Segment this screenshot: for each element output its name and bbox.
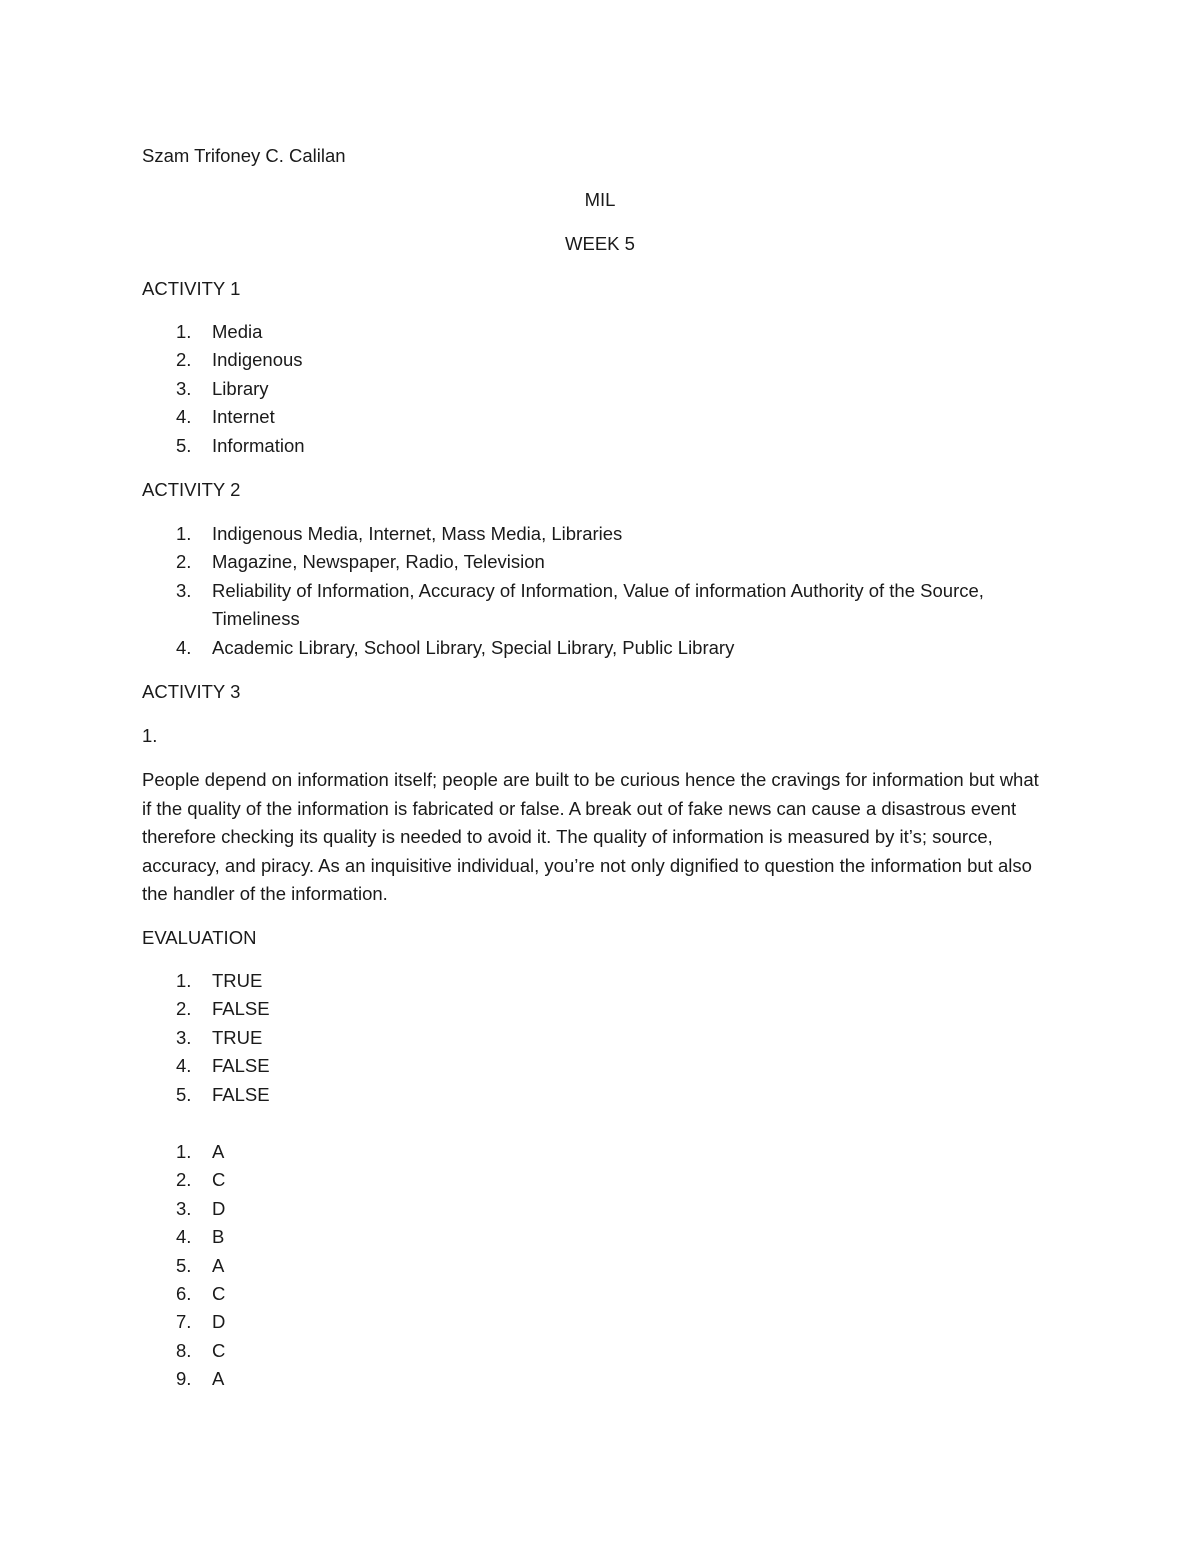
list-number: 5. bbox=[176, 1083, 192, 1105]
list-item bbox=[142, 1024, 270, 1052]
list-number: 2. bbox=[176, 349, 192, 371]
list-item bbox=[142, 520, 1062, 548]
list-item-text: A bbox=[212, 1141, 225, 1162]
subject-title: MIL bbox=[584, 189, 616, 210]
list-item-text: C bbox=[212, 1339, 226, 1361]
list-item bbox=[142, 1365, 225, 1393]
list-number: 4. bbox=[176, 1226, 192, 1248]
list-number: 1. bbox=[176, 523, 192, 544]
list-number: 7. bbox=[176, 1311, 192, 1333]
activity3-item-number: 1. bbox=[142, 725, 158, 746]
true-false-list bbox=[142, 967, 270, 1109]
list-item bbox=[142, 1138, 225, 1166]
list-item-text: C bbox=[212, 1169, 226, 1191]
list-item-text: TRUE bbox=[212, 1026, 263, 1048]
list-item-text: Academic Library, School Library, Special Library, Public Library bbox=[212, 636, 735, 658]
activity2-list bbox=[142, 520, 1062, 662]
list-item-text: Magazine, Newspaper, Radio, Television bbox=[212, 551, 545, 573]
list-item bbox=[142, 1195, 225, 1223]
list-item-text: Internet bbox=[212, 406, 275, 428]
list-number: 5. bbox=[176, 434, 192, 456]
list-item-text: Information bbox=[212, 434, 305, 456]
week-title: WEEK 5 bbox=[565, 233, 635, 254]
list-number: 2. bbox=[176, 998, 192, 1020]
list-item bbox=[142, 1308, 225, 1336]
list-item-text: D bbox=[212, 1197, 226, 1219]
list-item-text: FALSE bbox=[212, 1083, 270, 1105]
list-number: 6. bbox=[176, 1283, 192, 1305]
list-item-text: Media bbox=[212, 321, 263, 342]
activity3-heading: ACTIVITY 3 bbox=[142, 681, 241, 702]
list-item bbox=[142, 375, 305, 403]
list-number: 2. bbox=[176, 1169, 192, 1191]
multiple-choice-list bbox=[142, 1138, 225, 1394]
list-item bbox=[142, 634, 1062, 662]
list-item-text: Indigenous Media, Internet, Mass Media, Libraries bbox=[212, 523, 623, 544]
list-number: 4. bbox=[176, 1055, 192, 1077]
list-item bbox=[142, 548, 1062, 576]
list-item-text: TRUE bbox=[212, 970, 263, 991]
list-item bbox=[142, 1223, 225, 1251]
list-number: 2. bbox=[176, 551, 192, 573]
activity1-heading: ACTIVITY 1 bbox=[142, 278, 241, 299]
list-item bbox=[142, 995, 270, 1023]
list-number: 1. bbox=[176, 1141, 192, 1162]
list-item-text: D bbox=[212, 1311, 226, 1333]
list-item-text: FALSE bbox=[212, 1055, 270, 1077]
list-item bbox=[142, 1166, 225, 1194]
list-item-text: Indigenous bbox=[212, 349, 303, 371]
list-number: 1. bbox=[176, 970, 192, 991]
list-item bbox=[142, 1337, 225, 1365]
activity3-paragraph: People depend on information itself; people are built to be curious hence the cravings for information but what if the quality of the information is fabricated or false. A break out of fake news can cause a disastrous event therefore checking its quality is needed to avoid it. The quality of information is measured by it’s; source, accuracy, and piracy. As an inquisitive individual, you’re not only dignified to question the information but also the handler of the information. bbox=[142, 769, 1039, 905]
list-number: 1. bbox=[176, 321, 192, 342]
list-item bbox=[142, 318, 305, 346]
list-item bbox=[142, 403, 305, 431]
list-item bbox=[142, 1252, 225, 1280]
list-item-text: A bbox=[212, 1368, 225, 1390]
list-item-text: Library bbox=[212, 377, 269, 399]
list-item-text: Reliability of Information, Accuracy of Information, Value of information Authority of the Source, Timeliness bbox=[212, 579, 984, 630]
list-item bbox=[142, 346, 305, 374]
list-item bbox=[142, 577, 1062, 634]
list-item bbox=[142, 1052, 270, 1080]
list-number: 5. bbox=[176, 1254, 192, 1276]
list-item-text: FALSE bbox=[212, 998, 270, 1020]
student-name: Szam Trifoney C. Calilan bbox=[142, 145, 346, 166]
list-number: 8. bbox=[176, 1339, 192, 1361]
list-number: 3. bbox=[176, 579, 192, 601]
list-number: 4. bbox=[176, 636, 192, 658]
list-item bbox=[142, 1280, 225, 1308]
list-item bbox=[142, 967, 270, 995]
list-item-text: C bbox=[212, 1283, 226, 1305]
list-number: 4. bbox=[176, 406, 192, 428]
list-item bbox=[142, 1081, 270, 1109]
evaluation-heading: EVALUATION bbox=[142, 927, 257, 948]
list-number: 3. bbox=[176, 377, 192, 399]
activity1-list bbox=[142, 318, 305, 460]
list-number: 3. bbox=[176, 1197, 192, 1219]
list-number: 9. bbox=[176, 1368, 192, 1390]
activity2-heading: ACTIVITY 2 bbox=[142, 479, 241, 500]
list-item bbox=[142, 432, 305, 460]
list-number: 3. bbox=[176, 1026, 192, 1048]
list-item-text: B bbox=[212, 1226, 225, 1248]
list-item-text: A bbox=[212, 1254, 225, 1276]
